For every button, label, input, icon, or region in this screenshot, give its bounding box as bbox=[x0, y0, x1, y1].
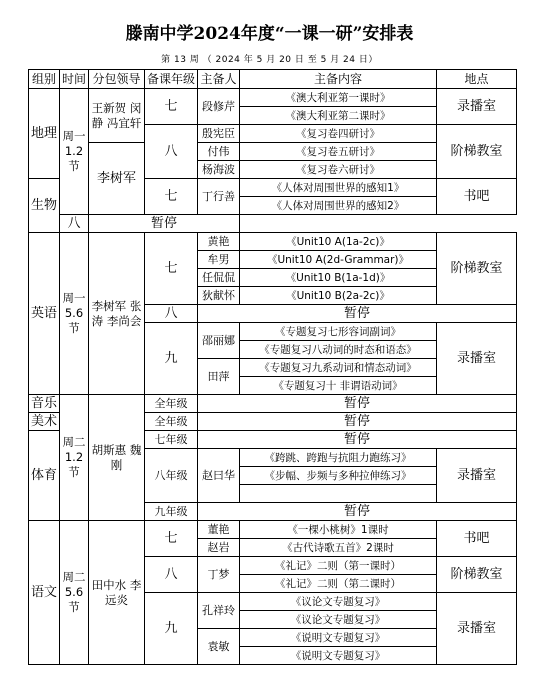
grade-cell: 七 bbox=[145, 89, 198, 125]
location-cell: 录播室 bbox=[437, 323, 517, 395]
leader-cell: 李树军 张涛 李尚会 bbox=[89, 233, 145, 395]
content-cell: 《复习卷六研讨》 bbox=[240, 161, 437, 179]
table-row bbox=[29, 89, 517, 107]
grade-cell: 七年级 bbox=[145, 431, 198, 449]
content-cell: 《专题复习九系动词和情态动词》 bbox=[240, 359, 437, 377]
page-title: 滕南中学2024年度“一课一研”安排表 bbox=[125, 24, 414, 44]
presenter-cell: 杨海波 bbox=[198, 161, 240, 179]
grade-cell: 九 bbox=[145, 323, 198, 395]
header-grade: 备课年级 bbox=[145, 70, 198, 89]
time-cell: 周二 1.2 节 bbox=[60, 395, 89, 521]
presenter-cell: 狄献怀 bbox=[198, 287, 240, 305]
content-cell: 《人体对周围世界的感知2》 bbox=[240, 197, 437, 215]
content-cell: 《专题复习八动词的时态和语态》 bbox=[240, 341, 437, 359]
pause-cell: 暂停 bbox=[198, 305, 517, 323]
presenter-cell: 殷宪臣 bbox=[198, 125, 240, 143]
content-cell: 《复习卷四研讨》 bbox=[240, 125, 437, 143]
leader-cell: 王新贺 闵静 冯宜轩 bbox=[89, 89, 145, 143]
content-cell: 《礼记》二则（第二课时） bbox=[240, 575, 437, 593]
content-cell: 《Unit10 A(2d-Grammar)》 bbox=[240, 251, 437, 269]
content-cell: 《人体对周围世界的感知1》 bbox=[240, 179, 437, 197]
table-row bbox=[29, 215, 517, 233]
header-group: 组别 bbox=[29, 70, 60, 89]
group-pe: 体育 bbox=[29, 431, 60, 521]
content-cell: 《议论文专题复习》 bbox=[240, 611, 437, 629]
group-chinese: 语文 bbox=[29, 521, 60, 665]
presenter-cell: 袁敏 bbox=[198, 629, 240, 665]
header-time: 时间 bbox=[60, 70, 89, 89]
content-cell: 《专题复习十 非谓语动词》 bbox=[240, 377, 437, 395]
grade-cell: 全年级 bbox=[145, 395, 198, 413]
presenter-cell: 丁行善 bbox=[198, 179, 240, 215]
pause-cell: 暂停 bbox=[198, 431, 517, 449]
table-row bbox=[29, 395, 517, 413]
content-cell: 《古代诗歌五首》2课时 bbox=[240, 539, 437, 557]
grade-cell: 八 bbox=[145, 125, 198, 179]
content-cell: 《Unit10 B(2a-2c)》 bbox=[240, 287, 437, 305]
presenter-cell: 丁梦 bbox=[198, 557, 240, 593]
week-subtitle: 第 13 周 （ 2024 年 5 月 20 日 至 5 月 24 日） bbox=[161, 55, 378, 65]
content-cell: 《步幅、步频与多种拉伸练习》 bbox=[240, 467, 437, 485]
grade-cell: 八年级 bbox=[145, 449, 198, 503]
pause-cell: 暂停 bbox=[198, 395, 517, 413]
group-english: 英语 bbox=[29, 233, 60, 395]
pause-cell: 暂停 bbox=[89, 215, 240, 233]
grade-cell: 八 bbox=[145, 557, 198, 593]
presenter-cell: 田萍 bbox=[198, 359, 240, 395]
group-art: 美术 bbox=[29, 413, 60, 431]
header-content: 主备内容 bbox=[240, 70, 437, 89]
content-cell: 《一棵小桃树》1课时 bbox=[240, 521, 437, 539]
location-cell: 阶梯教室 bbox=[437, 125, 517, 179]
grade-cell: 七 bbox=[145, 179, 198, 215]
location-cell: 录播室 bbox=[437, 89, 517, 125]
grade-cell: 七 bbox=[145, 233, 198, 305]
presenter-cell: 付伟 bbox=[198, 143, 240, 161]
presenter-cell: 赵岩 bbox=[198, 539, 240, 557]
group-biology: 生物 bbox=[29, 179, 60, 233]
schedule-table bbox=[28, 69, 517, 665]
grade-cell: 八 bbox=[145, 305, 198, 323]
location-cell: 书吧 bbox=[437, 521, 517, 557]
header-location: 地点 bbox=[437, 70, 517, 89]
content-cell: 《说明文专题复习》 bbox=[240, 629, 437, 647]
content-cell: 《说明文专题复习》 bbox=[240, 647, 437, 665]
table-row bbox=[29, 521, 517, 539]
content-cell: 《Unit10 B(1a-1d)》 bbox=[240, 269, 437, 287]
presenter-cell: 赵曰华 bbox=[198, 449, 240, 503]
leader-cell: 胡斯惠 魏刚 bbox=[89, 395, 145, 521]
location-cell: 录播室 bbox=[437, 593, 517, 665]
leader-cell: 李树军 bbox=[89, 143, 145, 215]
presenter-cell: 董艳 bbox=[198, 521, 240, 539]
presenter-cell: 黄艳 bbox=[198, 233, 240, 251]
presenter-cell: 段修芹 bbox=[198, 89, 240, 125]
table-row bbox=[29, 233, 517, 251]
content-cell: 《澳大利亚第二课时》 bbox=[240, 107, 437, 125]
leader-cell: 田中水 李远炎 bbox=[89, 521, 145, 665]
grade-cell: 七 bbox=[145, 521, 198, 557]
group-geography: 地理 bbox=[29, 89, 60, 179]
content-cell: 《议论文专题复习》 bbox=[240, 593, 437, 611]
content-cell: 《跨跳、跨跑与抗阻力跑练习》 bbox=[240, 449, 437, 467]
content-cell: 《Unit10 A(1a-2c)》 bbox=[240, 233, 437, 251]
pause-cell: 暂停 bbox=[198, 503, 517, 521]
location-cell: 阶梯教室 bbox=[437, 557, 517, 593]
presenter-cell: 任侃侃 bbox=[198, 269, 240, 287]
grade-cell: 全年级 bbox=[145, 413, 198, 431]
header-row bbox=[29, 70, 517, 89]
content-cell: 《澳大利亚第一课时》 bbox=[240, 89, 437, 107]
pause-cell: 暂停 bbox=[198, 413, 517, 431]
header-presenter: 主备人 bbox=[198, 70, 240, 89]
presenter-cell: 牟男 bbox=[198, 251, 240, 269]
group-music: 音乐 bbox=[29, 395, 60, 413]
time-cell: 周一 5.6 节 bbox=[60, 233, 89, 395]
time-cell: 周二 5.6 节 bbox=[60, 521, 89, 665]
location-cell: 阶梯教室 bbox=[437, 233, 517, 305]
content-cell: 《复习卷五研讨》 bbox=[240, 143, 437, 161]
grade-cell: 九 bbox=[145, 593, 198, 665]
presenter-cell: 邵丽娜 bbox=[198, 323, 240, 359]
content-cell: 《专题复习七形容词副词》 bbox=[240, 323, 437, 341]
content-cell: 《礼记》二则（第一课时） bbox=[240, 557, 437, 575]
time-cell: 周一 1.2 节 bbox=[60, 89, 89, 215]
content-cell bbox=[240, 485, 437, 503]
grade-cell: 九年级 bbox=[145, 503, 198, 521]
location-cell: 录播室 bbox=[437, 449, 517, 503]
header-leader: 分包领导 bbox=[89, 70, 145, 89]
location-cell: 书吧 bbox=[437, 179, 517, 215]
grade-cell: 八 bbox=[60, 215, 89, 233]
presenter-cell: 孔祥玲 bbox=[198, 593, 240, 629]
